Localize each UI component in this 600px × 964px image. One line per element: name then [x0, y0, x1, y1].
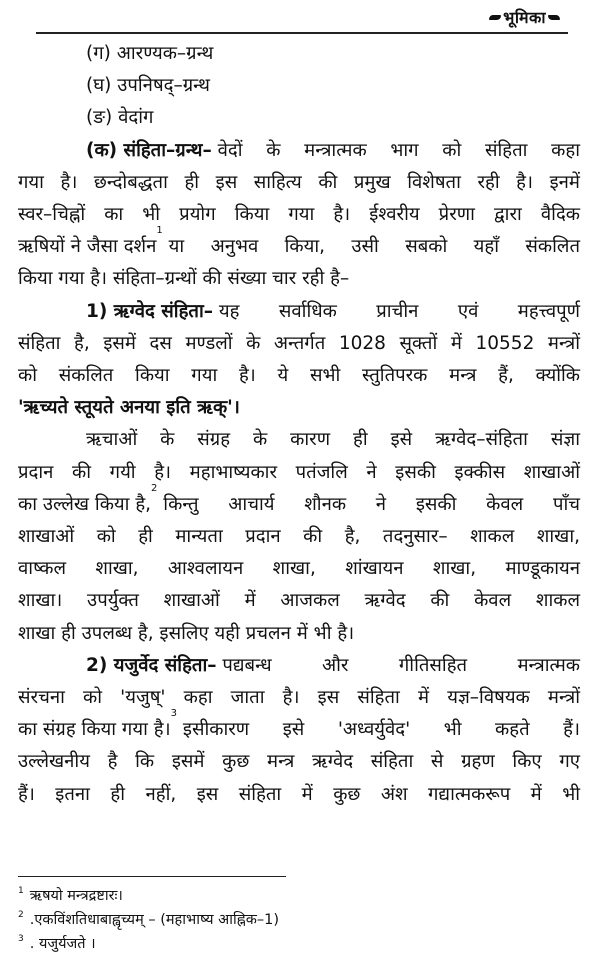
samhita-line: स्वर–चिह्नों का भी प्रयोग किया गया है। ईश्वरीय प्रेरणा द्वारा वैदिक: [18, 204, 580, 226]
header-rule: [36, 32, 568, 34]
footnote-number: 3: [18, 934, 24, 944]
page-header: [0, 0, 600, 34]
rigveda-line: शाखाओं को ही मान्यता प्रदान की है, तदनुसार– शाकल शाखा,: [18, 526, 580, 548]
footnote-number: 1: [18, 886, 24, 896]
yajurveda-line: का संग्रह किया गया है। 3 इसीकारण इसे 'अध्वर्युवेद' भी कहते हैं।: [18, 714, 580, 746]
rigveda-line: को संकलित किया गया है। ये सभी स्तुतिपरक मन्त्र हैं, क्योंकि: [18, 365, 580, 387]
samhita-line: (क) संहिता–ग्रन्थ– वेदों के मन्त्रात्मक भाग को संहिता कहा: [18, 135, 580, 167]
samhita-line: ऋषियों ने जैसा दर्शन 1 या अनुभव किया, उसी सबको यहाँ संकलित: [18, 231, 580, 263]
footnote-number: 2: [18, 910, 24, 920]
footnote-rule: [18, 876, 286, 877]
list-item: (ङ) वेदांग: [86, 107, 154, 129]
list-item: (ग) आरण्यक–ग्रन्थ: [86, 43, 214, 64]
footnote-3: $^3$ . यजुर्यजते ।: [18, 934, 96, 952]
yajurveda-heading: 2) यजुर्वेद संहिता–: [86, 654, 217, 676]
rigveda-line: शाखा। उपर्युक्त शाखाओं में आजकल ऋग्वेद की केवल शाकल: [18, 590, 580, 612]
rigveda-line: 1) ऋग्वेद संहिता– यह सर्वाधिक प्राचीन एवं महत्त्वपूर्ण: [18, 296, 580, 328]
rigveda-line: ऋचाओं के संग्रह के कारण ही इसे ऋग्वेद–संहिता संज्ञा: [86, 429, 580, 451]
samhita-heading: (क) संहिता–ग्रन्थ–: [86, 139, 212, 161]
rigveda-line: का उल्लेख किया है, 2 किन्तु आचार्य शौनक ने इसकी केवल पाँच: [18, 489, 580, 521]
samhita-line: किया गया है। संहिता–ग्रन्थों की संख्या चार रही है–: [18, 268, 350, 290]
rigveda-line: वाष्कल शाखा, आश्वलायन शाखा, शांखायन शाखा, माण्डूकायन: [18, 558, 580, 580]
rigveda-line: प्रदान की गयी है। महाभाष्यकार पतंजलि ने इसकी इक्कीस शाखाओं: [18, 461, 580, 483]
rigveda-heading: 1) ऋग्वेद संहिता–: [86, 300, 214, 322]
footnote-2: $^2$ .एकविंशतिधाबाह्वृच्यम् – (महाभाष्य आह्निक–1): [18, 910, 279, 928]
yajurveda-line: 2) यजुर्वेद संहिता– पद्यबन्ध और गीतिसहित मन्त्रात्मक: [18, 650, 580, 682]
footnote-ref[interactable]: 1: [156, 225, 163, 237]
footnote-ref[interactable]: 3: [170, 708, 177, 720]
list-item: (घ) उपनिषद्–ग्रन्थ: [86, 75, 210, 97]
rigveda-quote: 'ऋच्यते स्तूयते अनया इति ऋक्': [18, 397, 233, 419]
samhita-line: गया है। छन्दोबद्धता ही इस साहित्य की प्रमुख विशेषता रही है। इनमें: [18, 171, 580, 193]
footnote-ref[interactable]: 2: [151, 482, 158, 494]
rigveda-quote-line: 'ऋच्यते स्तूयते अनया इति ऋक्' ।: [18, 392, 580, 424]
rigveda-line: संहिता है, इसमें दस मण्डलों के अन्तर्गत 1028 सूक्तों में 10552 मन्त्रों: [18, 332, 580, 354]
rigveda-line: शाखा ही उपलब्ध है, इसलिए यही प्रचलन में भी है।: [18, 622, 355, 644]
yajurveda-line: संरचना को 'यजुष्' कहा जाता है। इस संहिता में यज्ञ–विषयक मन्त्रों: [18, 687, 580, 709]
page-body: [18, 38, 580, 811]
footnote-1: $^1$ ऋषयो मन्त्रद्रष्टारः।: [18, 886, 123, 904]
running-head: [489, 6, 560, 28]
ornament-left-icon: [489, 15, 501, 20]
ornament-right-icon: [548, 15, 560, 20]
yajurveda-line: हैं। इतना ही नहीं, इस संहिता में कुछ अंश गद्यात्मकरूप में भी: [18, 783, 580, 805]
yajurveda-line: उल्लेखनीय है कि इसमें कुछ मन्त्र ऋग्वेद संहिता से ग्रहण किए गए: [18, 751, 580, 773]
footnotes: [18, 884, 578, 956]
section-title: भूमिका: [503, 8, 546, 27]
